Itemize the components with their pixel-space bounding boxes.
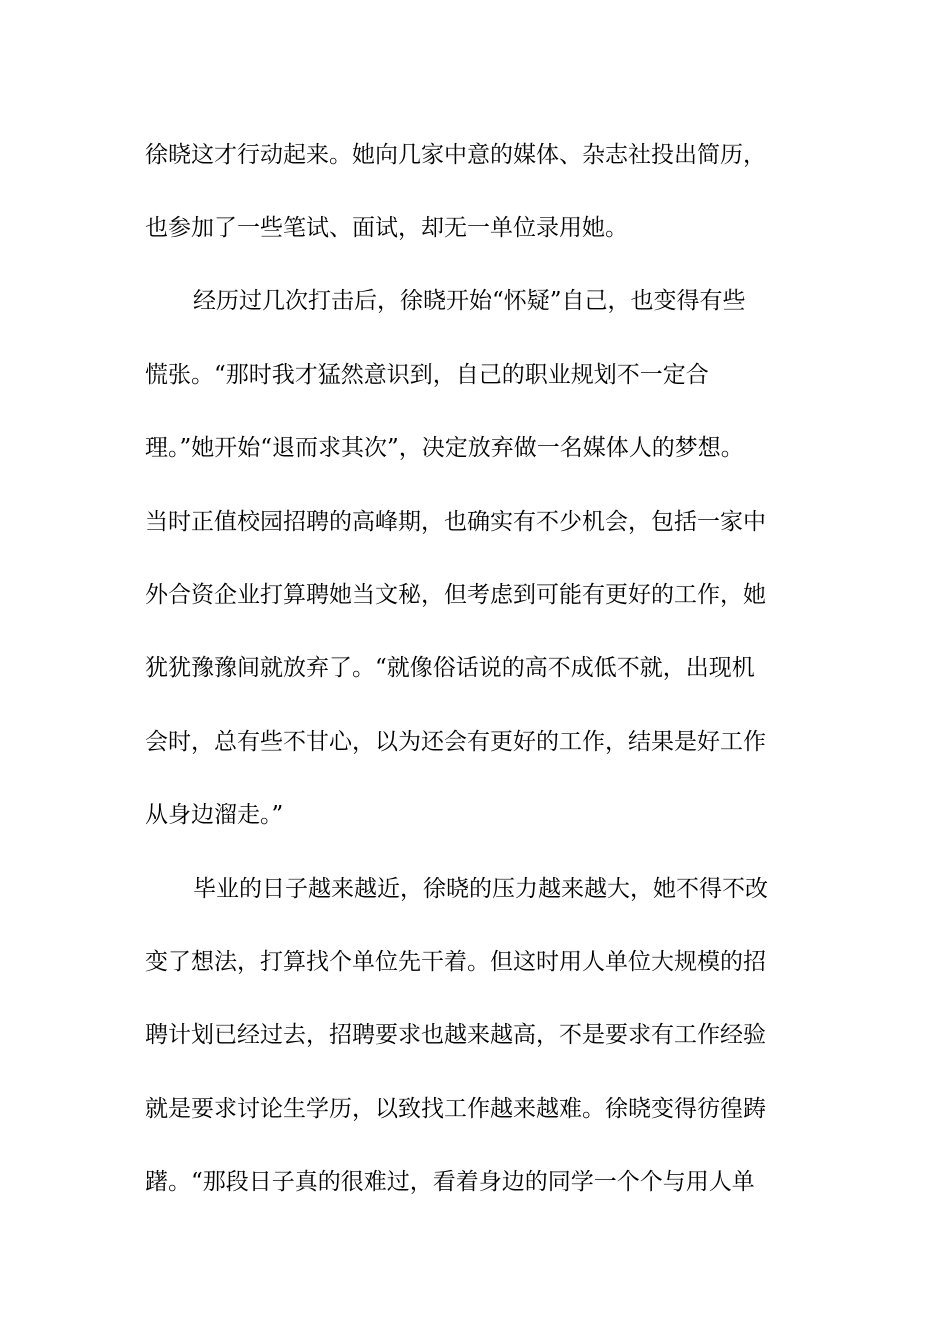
text-line-2: 也参加了一些笔试、面试，却无一单位录用她。 [145,215,628,241]
text-line-12: 变了想法，打算找个单位先干着。但这时用人单位大规模的招 [145,949,766,975]
text-line-15: 躇。“那段日子真的很难过，看着身边的同学一个个与用人单 [145,1169,755,1195]
text-line-9: 会时，总有些不甘心，以为还会有更好的工作，结果是好工作 [145,729,766,755]
text-line-4: 慌张。“那时我才猛然意识到，自己的职业规划不一定合 [145,362,709,388]
text-line-14: 就是要求讨论生学历，以致找工作越来越难。徐晓变得彷徨踌 [145,1096,766,1122]
text-line-6: 当时正值校园招聘的高峰期，也确实有不少机会，包括一家中 [145,509,766,535]
text-line-1: 徐晓这才行动起来。她向几家中意的媒体、杂志社投出简历， [145,142,766,168]
text-line-10: 从身边溜走。” [145,802,284,828]
text-line-13: 聘计划已经过去，招聘要求也越来越高，不是要求有工作经验 [145,1022,766,1048]
paragraph-start-line-3: 经历过几次打击后，徐晓开始“怀疑”自己，也变得有些 [193,288,746,314]
text-line-8: 犹犹豫豫间就放弃了。“就像俗话说的高不成低不就，出现机 [145,655,755,681]
paragraph-start-line-11: 毕业的日子越来越近，徐晓的压力越来越大，她不得不改 [193,876,768,902]
text-line-5: 理。”她开始“退而求其次”，决定放弃做一名媒体人的梦想。 [145,435,744,461]
text-line-7: 外合资企业打算聘她当文秘，但考虑到可能有更好的工作，她 [145,582,766,608]
